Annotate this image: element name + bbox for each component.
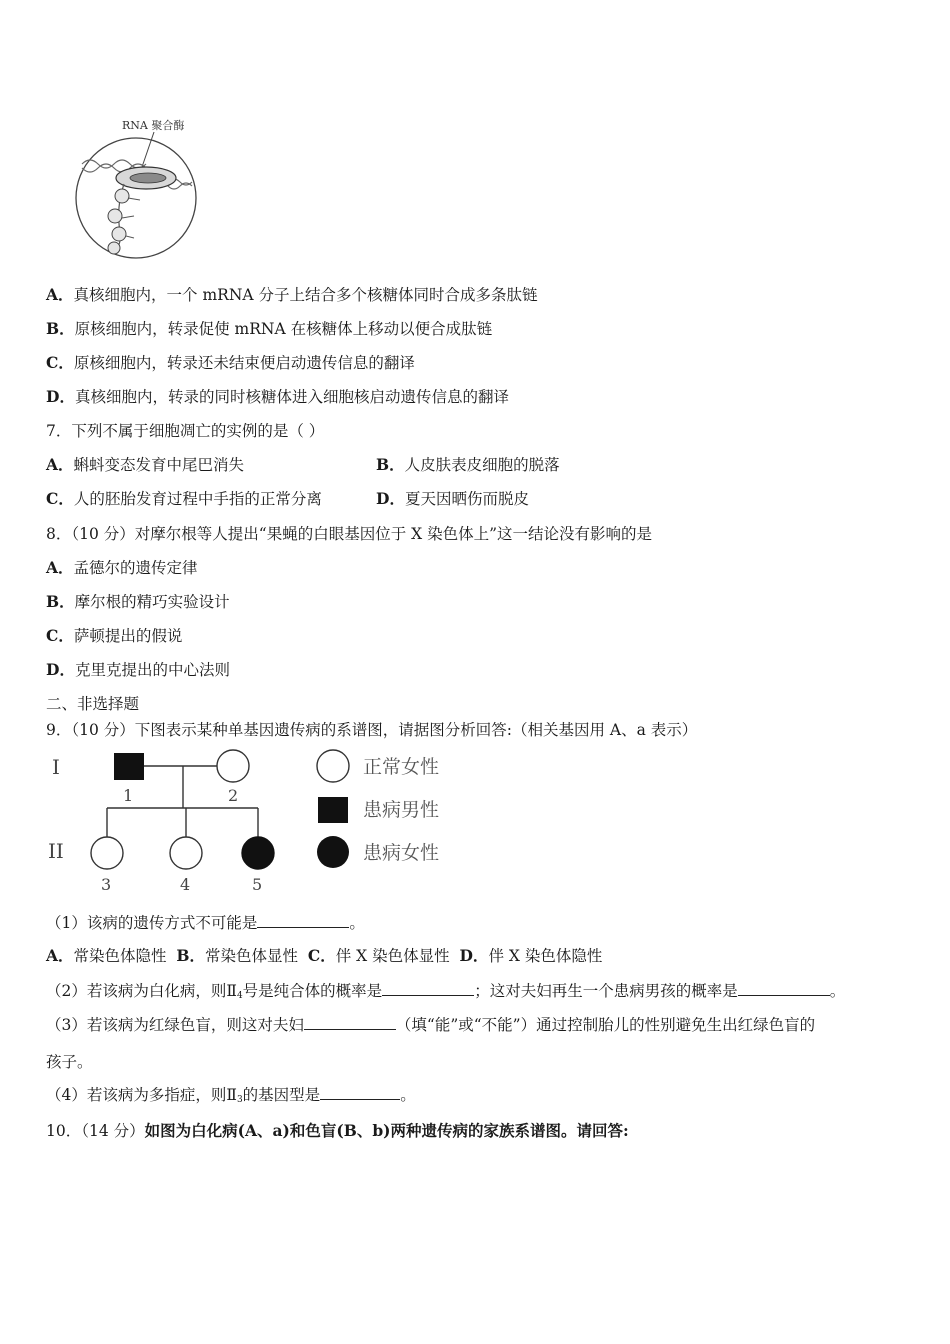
q7-stem: 7．下列不属于细胞凋亡的实例的是（ ） bbox=[46, 422, 325, 440]
individual-number-1: 1 bbox=[123, 786, 134, 805]
q9-stem: 9．（10 分）下图表示某种单基因遗传病的系谱图，请据图分析回答:（相关基因用 A、a 表示） bbox=[46, 721, 698, 739]
rna-polymerase-figure bbox=[70, 112, 205, 262]
q10-stem: 10．（14 分）如图为白化病(A、a)和色盲(B、b)两种遗传病的家族系谱图。请回答: bbox=[46, 1121, 629, 1140]
q6-option-b: B．原核细胞内，转录促使 mRNA 在核糖体上移动以便合成肽链 bbox=[46, 319, 493, 338]
q9-sub4: （4）若该病为多指症，则$Ⅱ_3$的基因型是 。 bbox=[46, 1086, 416, 1105]
q9-sub3-cont: 孩子。 bbox=[46, 1053, 93, 1071]
answer-blank[interactable] bbox=[382, 981, 474, 996]
answer-blank[interactable] bbox=[304, 1015, 396, 1030]
q8-option-a: A．孟德尔的遗传定律 bbox=[46, 558, 198, 577]
individual-number-2: 2 bbox=[228, 786, 239, 805]
q6-option-a: A．真核细胞内，一个 mRNA 分子上结合多个核糖体同时合成多条肽链 bbox=[46, 285, 538, 304]
generation-label-2: II bbox=[48, 839, 64, 863]
q9-sub3: （3）若该病为红绿色盲，则这对夫妇 （填“能”或“不能”）通过控制胎儿的性别避免生出红绿色盲的 bbox=[46, 1016, 816, 1034]
pedigree-figure bbox=[40, 748, 470, 898]
q7-option-d: D．夏天因晒伤而脱皮 bbox=[376, 489, 529, 508]
individual-number-3: 3 bbox=[101, 875, 112, 894]
legend-affected-male-symbol bbox=[318, 797, 348, 823]
legend-normal-female-label: 正常女性 bbox=[363, 756, 440, 778]
q8-option-b: B．摩尔根的精巧实验设计 bbox=[46, 592, 230, 611]
q7-option-b: B．人皮肤表皮细胞的脱落 bbox=[376, 455, 560, 474]
q8-option-d: D．克里克提出的中心法则 bbox=[46, 660, 230, 679]
q9-sub1-options: A．常染色体隐性 B．常染色体显性 C．伴 X 染色体显性 D．伴 X 染色体隐性 bbox=[46, 946, 603, 965]
legend-affected-female-symbol bbox=[317, 836, 349, 868]
individual-i2-normal-female bbox=[217, 750, 249, 782]
q7-option-a: A．蝌蚪变态发育中尾巴消失 bbox=[46, 455, 245, 474]
legend-normal-female-symbol bbox=[317, 750, 349, 782]
legend-affected-male-label: 患病男性 bbox=[363, 799, 440, 821]
answer-blank[interactable] bbox=[738, 981, 830, 996]
answer-blank[interactable] bbox=[320, 1085, 400, 1100]
q7-option-c: C．人的胚胎发育过程中手指的正常分离 bbox=[46, 489, 322, 508]
q9-sub2: （2）若该病为白化病，则$Ⅱ_4$号是纯合体的概率是 ；这对夫妇再生一个患病男孩的概率是 。 bbox=[46, 982, 846, 1001]
q6-option-c: C．原核细胞内，转录还未结束便启动遗传信息的翻译 bbox=[46, 353, 415, 372]
generation-label-1: I bbox=[52, 755, 60, 779]
legend-affected-female-label: 患病女性 bbox=[363, 842, 440, 864]
q6-option-d: D．真核细胞内，转录的同时核糖体进入细胞核启动遗传信息的翻译 bbox=[46, 387, 509, 406]
section-title: 二、非选择题 bbox=[46, 695, 140, 713]
individual-number-4: 4 bbox=[180, 875, 191, 894]
individual-ii5-affected-female bbox=[242, 837, 274, 869]
rna-polymerase-label: RNA 聚合酶 bbox=[122, 119, 185, 132]
q8-option-c: C．萨顿提出的假说 bbox=[46, 626, 183, 645]
individual-ii4-normal-female bbox=[170, 837, 202, 869]
individual-i1-affected-male bbox=[114, 753, 144, 780]
answer-blank[interactable] bbox=[257, 913, 349, 928]
q8-stem: 8．（10 分）对摩尔根等人提出“果蝇的白眼基因位于 X 染色体上”这一结论没有影响的是 bbox=[46, 525, 653, 543]
individual-number-5: 5 bbox=[252, 875, 263, 894]
individual-ii3-normal-female bbox=[91, 837, 123, 869]
q9-sub1: （1）该病的遗传方式不可能是 。 bbox=[46, 914, 365, 932]
